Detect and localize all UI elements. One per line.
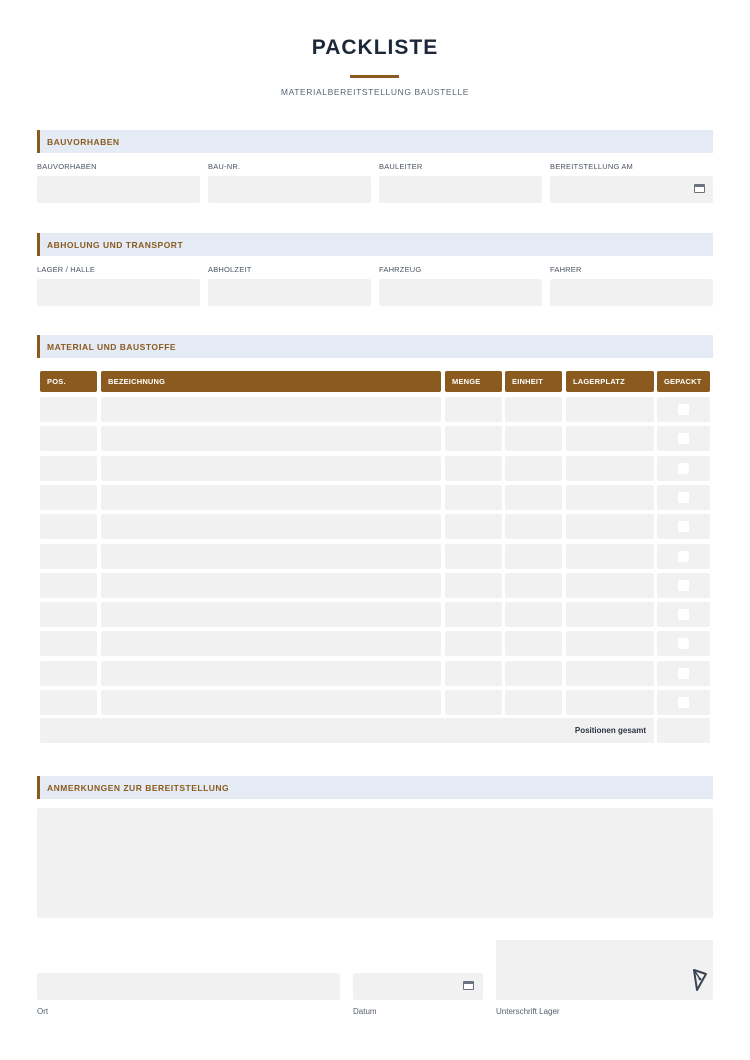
- packed-checkbox[interactable]: [678, 609, 689, 620]
- lagerplatz-cell[interactable]: [566, 426, 654, 451]
- bau-nr-field[interactable]: [208, 176, 371, 203]
- pos-cell[interactable]: [40, 397, 97, 422]
- signature-field[interactable]: [496, 940, 713, 1000]
- column-header-menge: MENGE: [445, 371, 502, 392]
- section-bar-notes: [37, 776, 713, 799]
- field-label-fahrzeug: FAHRZEUG: [379, 265, 422, 274]
- field-label-lager-halle: LAGER / HALLE: [37, 265, 96, 274]
- page-title: PACKLISTE: [311, 36, 439, 59]
- pos-cell[interactable]: [40, 602, 97, 627]
- einheit-cell[interactable]: [505, 426, 562, 451]
- packed-checkbox[interactable]: [678, 433, 689, 444]
- signature-label: Unterschrift Lager: [496, 1007, 560, 1016]
- packed-checkbox[interactable]: [678, 697, 689, 708]
- page-subtitle: MATERIALBEREITSTELLUNG BAUSTELLE: [280, 87, 470, 97]
- pos-cell[interactable]: [40, 514, 97, 539]
- lagerplatz-cell[interactable]: [566, 661, 654, 686]
- total-label: Positionen gesamt: [574, 726, 646, 735]
- section-title: MATERIAL UND BAUSTOFFE: [47, 342, 177, 352]
- field-label-bauvorhaben: BAUVORHABEN: [37, 162, 97, 171]
- pos-cell[interactable]: [40, 544, 97, 569]
- einheit-cell[interactable]: [505, 602, 562, 627]
- field-label-abholzeit: ABHOLZEIT: [208, 265, 252, 274]
- bezeichnung-cell[interactable]: [101, 690, 441, 715]
- pos-cell[interactable]: [40, 690, 97, 715]
- packed-checkbox[interactable]: [678, 492, 689, 503]
- menge-cell[interactable]: [445, 602, 502, 627]
- packed-checkbox[interactable]: [678, 404, 689, 415]
- calendar-icon[interactable]: [694, 184, 705, 193]
- pos-cell[interactable]: [40, 485, 97, 510]
- column-header-gepackt: GEPACKT: [657, 371, 710, 392]
- column-header-lagerplatz: LAGERPLATZ: [566, 371, 654, 392]
- einheit-cell[interactable]: [505, 456, 562, 481]
- bereitstellung-am-field[interactable]: [550, 176, 713, 203]
- menge-cell[interactable]: [445, 456, 502, 481]
- packed-checkbox[interactable]: [678, 521, 689, 532]
- lagerplatz-cell[interactable]: [566, 544, 654, 569]
- bezeichnung-cell[interactable]: [101, 602, 441, 627]
- fahrzeug-field[interactable]: [379, 279, 542, 306]
- date-label: Datum: [353, 1007, 377, 1016]
- lagerplatz-cell[interactable]: [566, 485, 654, 510]
- field-label-bau-nr: BAU-NR.: [208, 162, 241, 171]
- menge-cell[interactable]: [445, 690, 502, 715]
- section-title: BAUVORHABEN: [47, 137, 120, 147]
- section-title: ANMERKUNGEN ZUR BEREITSTELLUNG: [47, 783, 230, 793]
- pos-cell[interactable]: [40, 573, 97, 598]
- lagerplatz-cell[interactable]: [566, 514, 654, 539]
- abholzeit-field[interactable]: [208, 279, 371, 306]
- menge-cell[interactable]: [445, 661, 502, 686]
- packed-checkbox[interactable]: [678, 580, 689, 591]
- bauvorhaben-field[interactable]: [37, 176, 200, 203]
- packed-checkbox[interactable]: [678, 463, 689, 474]
- section-bar-transport: [37, 233, 713, 256]
- lagerplatz-cell[interactable]: [566, 602, 654, 627]
- notes-textarea[interactable]: [37, 808, 713, 918]
- place-field[interactable]: [37, 973, 340, 1000]
- lagerplatz-cell[interactable]: [566, 397, 654, 422]
- einheit-cell[interactable]: [505, 661, 562, 686]
- menge-cell[interactable]: [445, 397, 502, 422]
- column-header-pos: POS.: [40, 371, 97, 392]
- bezeichnung-cell[interactable]: [101, 485, 441, 510]
- pos-cell[interactable]: [40, 661, 97, 686]
- lagerplatz-cell[interactable]: [566, 631, 654, 656]
- pos-cell[interactable]: [40, 456, 97, 481]
- einheit-cell[interactable]: [505, 690, 562, 715]
- lagerplatz-cell[interactable]: [566, 690, 654, 715]
- bezeichnung-cell[interactable]: [101, 456, 441, 481]
- column-header-bezeichnung: BEZEICHNUNG: [101, 371, 441, 392]
- section-title: ABHOLUNG UND TRANSPORT: [47, 240, 184, 250]
- section-bar-material: [37, 335, 713, 358]
- lager-halle-field[interactable]: [37, 279, 200, 306]
- total-value-field[interactable]: [657, 718, 710, 743]
- menge-cell[interactable]: [445, 573, 502, 598]
- bezeichnung-cell[interactable]: [101, 544, 441, 569]
- column-header-einheit: EINHEIT: [505, 371, 562, 392]
- packed-checkbox[interactable]: [678, 551, 689, 562]
- bezeichnung-cell[interactable]: [101, 631, 441, 656]
- einheit-cell[interactable]: [505, 485, 562, 510]
- einheit-cell[interactable]: [505, 631, 562, 656]
- pos-cell[interactable]: [40, 631, 97, 656]
- lagerplatz-cell[interactable]: [566, 456, 654, 481]
- title-rule: [350, 75, 399, 78]
- einheit-cell[interactable]: [505, 514, 562, 539]
- bezeichnung-cell[interactable]: [101, 426, 441, 451]
- menge-cell[interactable]: [445, 426, 502, 451]
- menge-cell[interactable]: [445, 631, 502, 656]
- lagerplatz-cell[interactable]: [566, 573, 654, 598]
- packed-checkbox[interactable]: [678, 668, 689, 679]
- menge-cell[interactable]: [445, 544, 502, 569]
- einheit-cell[interactable]: [505, 573, 562, 598]
- place-label: Ort: [37, 1007, 49, 1016]
- field-label-fahrer: FAHRER: [550, 265, 582, 274]
- bezeichnung-cell[interactable]: [101, 514, 441, 539]
- section-bar-bauvorhaben: [37, 130, 713, 153]
- bezeichnung-cell[interactable]: [101, 661, 441, 686]
- calendar-icon[interactable]: [463, 981, 474, 990]
- bauleiter-field[interactable]: [379, 176, 542, 203]
- field-label-bereitstellung-am: BEREITSTELLUNG AM: [550, 162, 634, 171]
- field-label-bauleiter: BAULEITER: [379, 162, 423, 171]
- menge-cell[interactable]: [445, 514, 502, 539]
- einheit-cell[interactable]: [505, 397, 562, 422]
- bezeichnung-cell[interactable]: [101, 573, 441, 598]
- einheit-cell[interactable]: [505, 544, 562, 569]
- pos-cell[interactable]: [40, 426, 97, 451]
- bezeichnung-cell[interactable]: [101, 397, 441, 422]
- pen-nib-icon: [692, 968, 708, 992]
- fahrer-field[interactable]: [550, 279, 713, 306]
- packed-checkbox[interactable]: [678, 638, 689, 649]
- menge-cell[interactable]: [445, 485, 502, 510]
